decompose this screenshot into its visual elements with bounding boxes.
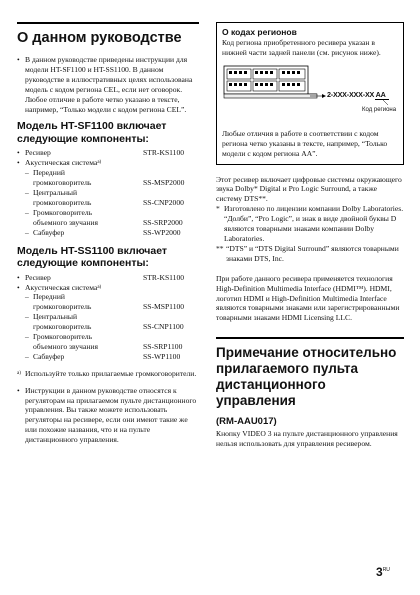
component-code (143, 312, 199, 322)
component-row (17, 342, 199, 352)
component-code: SS-SRP1100 (143, 341, 183, 351)
component-row (17, 312, 199, 322)
intro-text: В данном руководстве приведены инструкции для модели HT-SF1100 и HT-SS1100. В данном руководстве в иллюстративных целях использована модель с кодом региона CEL, если нет оговорок. Любое отличие в работе четко указано в тексте, например, “Только модели с кодом региона CEL”. (25, 55, 193, 114)
left-column (17, 22, 199, 445)
component-code (143, 332, 199, 342)
dash-icon: – (25, 207, 29, 217)
component-code: STR-KS1100 (143, 272, 185, 282)
footnote (17, 369, 199, 379)
component-name: Громкоговоритель (33, 207, 93, 217)
region-box-body: Код региона приобретенного ресивера указан в нижней части задней панели (см. рисунок ниже). (222, 38, 381, 57)
bullet-icon: • (17, 282, 20, 292)
region-box-after: Любые отличия в работе в соответствии с кодом региона четко указаны в тексте, например, “Только модели с кодом региона AA”. (222, 128, 388, 158)
component-name: объемного звучания (33, 217, 98, 227)
footnote-ref: a) (97, 284, 102, 290)
component-name: Акустическая система (25, 282, 98, 292)
dash-icon: – (25, 351, 29, 361)
dolby-paragraph: Этот ресивер включает цифровые системы окружающего звука Dolby* Digital и Pro Logic Surround, а также систему DTS**. (216, 174, 402, 204)
component-row (17, 352, 199, 362)
component-code (143, 292, 199, 302)
component-code: SS-MSP1100 (143, 302, 185, 312)
component-code (143, 158, 199, 168)
bullet-icon: • (17, 55, 20, 64)
dash-icon: – (25, 292, 29, 302)
component-name: громкоговоритель (33, 322, 92, 332)
component-name: громкоговоритель (33, 178, 92, 188)
sf-heading: Модель HT-SF1100 включает следующие компоненты: (17, 120, 167, 145)
hdmi-paragraph: При работе данного ресивера применяется технология High-Definition Multimedia Interface (HDMI™). HDMI, логотип HDMI и High-Definition Multimedia Interface являются товарными знаками или зарегистрированными товарными знаками HDMI Licensing LLC. (216, 273, 400, 323)
dash-icon: – (25, 188, 29, 198)
component-row (17, 332, 199, 342)
instructions-text: Инструкции в данном руководстве относятся к регуляторам на прилагаемом пульте дистанционного управления. Вы также можете использовать регуляторы на ресивере, если они имеют такие же или похожие названия, что и на пульте дистанционного управления. (25, 385, 197, 445)
component-row (17, 283, 199, 293)
footnote-text: Используйте только прилагаемые громкоговорители. (25, 368, 197, 378)
component-name: громкоговоритель (33, 197, 92, 207)
page-number (376, 565, 390, 579)
component-code (143, 188, 199, 198)
component-row (17, 273, 199, 283)
component-row (17, 148, 199, 158)
dolby-footnote-text: Изготовлено по лицензии компании Dolby Laboratories. “Долби”, “Pro Logic”, и знак в виде двойной буквы D являются товарными знаками компании Dolby Laboratories. (224, 204, 404, 243)
remote-text: Кнопку VIDEO 3 на пульте дистанционного управления нельзя использовать для управления ресивером. (216, 429, 398, 449)
component-name: Ресивер (25, 272, 51, 282)
sf-components-list (17, 148, 199, 237)
component-row (17, 228, 199, 238)
page-title: О данном руководстве (17, 30, 182, 46)
component-name: Громкоговоритель (33, 332, 93, 342)
component-row (17, 168, 199, 178)
component-row (17, 188, 199, 198)
footnote-mark: a) (17, 370, 21, 376)
intro-bullet (17, 55, 199, 114)
page-lang: RU (382, 567, 390, 573)
region-code-caption: Код региона (362, 106, 397, 113)
component-row (17, 292, 199, 302)
bullet-icon: • (17, 385, 20, 395)
component-row (17, 322, 199, 332)
region-code-label: 2-XXX-XXX-XX AA (327, 89, 386, 99)
ss-heading: Модель HT-SS1100 включает следующие компоненты: (17, 244, 168, 270)
rear-panel-illustration (222, 63, 398, 125)
component-code: SS-CNP1100 (143, 322, 184, 332)
dolby-footnote (216, 204, 404, 244)
footnote-mark-2: ** (216, 243, 224, 253)
footnote-mark-1: * (216, 204, 220, 214)
component-name: Сабвуфер (33, 227, 65, 237)
component-code: SS-WP1100 (143, 351, 181, 361)
bullet-icon: • (17, 272, 20, 282)
component-name: Передний (33, 168, 65, 178)
component-code: SS-MSP2000 (143, 178, 185, 188)
dash-icon: – (25, 227, 29, 237)
page-number-digit: 3 (376, 565, 383, 579)
component-code: SS-CNP2000 (143, 197, 184, 207)
component-row (17, 178, 199, 188)
component-row (17, 218, 199, 228)
component-name: громкоговоритель (33, 302, 92, 312)
component-name: Центральный (33, 312, 78, 322)
component-row (17, 302, 199, 312)
title-bar (17, 22, 199, 47)
dts-footnote-text: “DTS” и “DTS Digital Surround” являются товарными знаками DTS, Inc. (226, 243, 399, 263)
dts-footnote (216, 244, 404, 264)
component-row (17, 208, 199, 218)
component-name: объемного звучания (33, 341, 98, 351)
right-column (216, 22, 404, 449)
component-row (17, 158, 199, 168)
component-code (143, 208, 199, 218)
component-name: Акустическая система (25, 158, 98, 168)
component-code (143, 283, 199, 293)
remote-title-bar (216, 337, 404, 409)
code-underline (375, 99, 389, 100)
dash-icon: – (25, 312, 29, 322)
region-box-title: О кодах регионов (222, 27, 297, 37)
component-code: SS-SRP2000 (143, 217, 183, 227)
component-row (17, 198, 199, 208)
region-code-box (216, 22, 404, 165)
instructions-bullet (17, 386, 199, 445)
ss-components-list (17, 273, 199, 362)
bullet-icon: • (17, 148, 20, 158)
component-code: STR-KS1100 (143, 148, 185, 158)
component-name: Передний (33, 292, 65, 302)
remote-title: Примечание относительно прилагаемого пульта дистанционного управления (216, 345, 397, 409)
dash-icon: – (25, 332, 29, 342)
component-code: SS-WP2000 (143, 227, 181, 237)
component-name: Ресивер (25, 148, 51, 158)
remote-model: (RM-AAU017) (216, 416, 277, 428)
footnote-ref: a) (97, 160, 102, 166)
component-code (143, 168, 199, 178)
component-name: Сабвуфер (33, 351, 65, 361)
bullet-icon: • (17, 158, 20, 168)
component-name: Центральный (33, 188, 78, 198)
dash-icon: – (25, 168, 29, 178)
